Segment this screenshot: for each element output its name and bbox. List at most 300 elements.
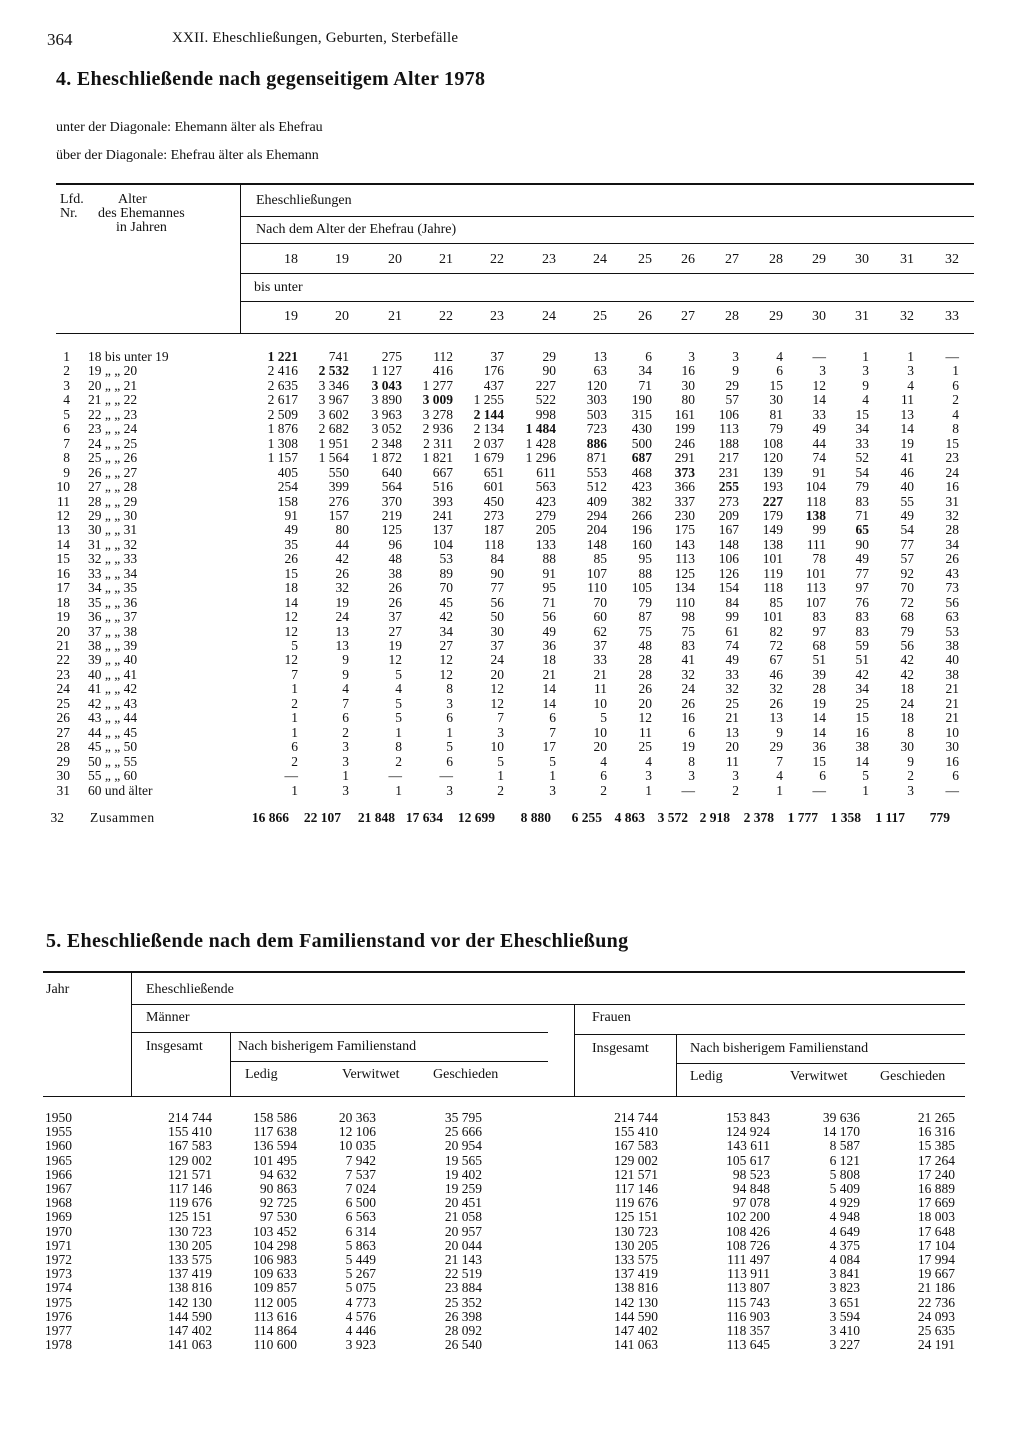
table-cell: 2 144 [473,406,504,422]
table4-note-below: unter der Diagonale: Ehemann älter als Ehefrau [56,120,323,135]
table-cell: 18 [284,580,298,596]
table-cell: 39 [812,666,826,682]
table-cell-men: 129 002 [168,1152,212,1168]
table-cell: 11 [594,681,607,697]
table5-head-men-ledig: Ledig [245,1067,278,1082]
table-cell-women: 15 385 [917,1138,955,1154]
row-age: 31 „ „ 32 [88,536,138,552]
table-cell: 57 [725,392,739,408]
row-age: 20 „ „ 21 [88,377,138,393]
table-row [0,581,1024,596]
table-cell: 90 [542,363,556,379]
table5-head-women: Frauen [592,1010,631,1025]
table-row [0,711,1024,726]
table-cell: 450 [483,493,504,509]
table-cell: 9 [862,377,869,393]
table-cell: 503 [586,406,607,422]
table4-to-age: 25 [593,309,607,324]
table-cell-women: 6 121 [829,1152,860,1168]
table-cell: 4 [395,681,402,697]
table-cell: 27 [439,638,453,653]
table-cell-women: 113 911 [727,1266,770,1282]
table-row [0,1296,1024,1311]
table-cell: 611 [536,464,556,480]
table-cell: 3 [497,724,504,740]
row-age: 28 „ „ 29 [88,493,138,509]
table-row [0,1253,1024,1268]
table-cell: 2 [952,392,959,408]
table-cell: 30 [945,739,959,755]
table4-to-age: 21 [388,309,402,324]
table-cell: 2 134 [473,421,504,437]
table-cell: 143 [674,536,695,552]
table-cell: 1 [952,363,959,379]
table-cell: 6 [446,753,453,769]
table-cell: 37 [490,349,504,364]
table-cell: 21 [725,710,739,726]
table-cell: 99 [812,522,826,538]
table-cell: — [388,768,402,784]
row-year: 1973 [45,1266,72,1282]
table5-head-women-ledig: Ledig [690,1069,723,1084]
table-cell-men: 4 446 [345,1323,376,1338]
table-row [0,668,1024,683]
table-cell: 42 [855,666,869,682]
table-cell: 1 [497,768,504,784]
table-cell: 33 [725,666,739,682]
table-row [0,1239,1024,1254]
table-cell-men: 94 632 [259,1166,297,1182]
table-cell: 190 [631,392,652,408]
table-cell: 1 564 [318,450,349,466]
row-age: 23 „ „ 24 [88,421,138,437]
table-row [0,1196,1024,1211]
table-cell: 71 [542,594,556,610]
table-cell: 31 [945,493,959,509]
table-cell-men: 142 130 [168,1294,212,1310]
table-cell: 25 [638,739,652,755]
row-year: 1967 [45,1181,72,1196]
table-cell: 1 221 [267,349,298,364]
table-cell: 90 [490,565,504,581]
table-cell: 522 [535,392,556,408]
table-cell: 57 [900,551,914,567]
table-cell: 25 [855,695,869,711]
table-cell: 3 963 [371,406,402,422]
table-cell-women: 16 316 [917,1124,955,1140]
table-cell: 26 [681,695,695,711]
row-age: 25 „ „ 26 [88,450,138,466]
table4-from-age: 30 [855,252,869,267]
table-cell: 1 777 [787,810,818,825]
row-age: 39 „ „ 40 [88,652,138,668]
table-cell: 219 [381,507,402,523]
table-cell: 38 [855,739,869,755]
table-row [0,1111,1024,1126]
table-cell-men: 7 537 [345,1166,376,1182]
table-cell-men: 138 816 [168,1280,212,1296]
table-cell: 16 866 [251,810,289,825]
table-cell: 1 [907,349,914,364]
table-cell: 96 [388,536,402,552]
table5-rule-men-2 [230,1061,548,1062]
table-cell: 17 634 [405,810,443,825]
row-number: 32 [50,810,64,825]
table4-top-rule [56,183,974,185]
table-cell: 101 [762,551,783,567]
row-age: 24 „ „ 25 [88,435,138,451]
table-cell-men: 117 638 [253,1124,297,1140]
table-cell: 3 009 [422,392,453,408]
table4-to-age: 29 [769,309,783,324]
table-cell: 38 [388,565,402,581]
table-cell: 42 [335,551,349,567]
row-year: 1950 [45,1110,72,1125]
table-cell: — [945,782,959,798]
table4-header-bottom-rule [56,333,974,334]
table-cell: 138 [762,536,783,552]
table-cell: 5 [291,638,298,653]
table-cell-men: 141 063 [168,1337,212,1353]
table-cell-men: 20 044 [444,1237,482,1253]
row-number: 13 [56,522,70,538]
table-cell: 5 [395,666,402,682]
table-row [0,552,1024,567]
table-cell: 1 277 [422,377,453,393]
table-cell: 49 [725,652,739,668]
table-row [0,567,1024,582]
table-cell: 6 [776,363,783,379]
table5-head-men-prev: Nach bisherigem Familienstand [238,1039,417,1054]
table-cell: 106 [718,551,739,567]
table-cell: 49 [542,623,556,639]
table4-from-age: 31 [900,252,914,267]
table5-head-men: Männer [146,1010,190,1025]
table-cell-men: 21 058 [444,1209,482,1225]
table-cell: 26 [284,551,298,567]
table-cell: 71 [638,377,652,393]
table-cell: 741 [328,349,349,364]
table-cell: 38 [945,638,959,653]
table-cell: 30 [769,392,783,408]
table-cell-men: 101 495 [253,1152,297,1168]
table4-to-age: 31 [855,309,869,324]
table-cell-men: 23 884 [444,1280,482,1296]
table-cell-men: 25 352 [444,1294,482,1310]
table-cell: 70 [439,580,453,596]
table-cell: 14 [542,681,556,697]
table-cell: 1 255 [473,392,504,408]
table-cell: 105 [631,580,652,596]
table4-from-age: 18 [284,252,298,267]
row-number: 22 [56,652,70,668]
table-cell: 30 [681,377,695,393]
table-cell: 72 [900,594,914,610]
table-cell: 6 [819,768,826,784]
table-cell: 6 255 [571,810,602,825]
table-cell-men: 5 075 [345,1280,376,1296]
row-number: 18 [56,594,70,610]
table-cell: 7 [342,695,349,711]
table-cell-women: 17 264 [917,1152,955,1168]
table-row [0,1338,1024,1353]
row-age: 40 „ „ 41 [88,666,138,682]
table-cell-men: 136 594 [253,1138,297,1154]
table-cell: 24 [945,464,959,480]
table-row [0,1281,1024,1296]
table-cell: 101 [805,565,826,581]
table-cell: 6 [342,710,349,726]
table-cell-men: 28 092 [444,1323,482,1338]
table-cell: 13 [335,638,349,653]
table-cell: 4 [645,753,652,769]
table-cell: 3 043 [371,377,402,393]
table-cell: 75 [638,623,652,639]
table-cell: 8 [688,753,695,769]
row-number: 6 [63,421,70,437]
table-cell: 12 [439,652,453,668]
row-age: 37 „ „ 38 [88,623,138,639]
table-cell: 83 [855,609,869,625]
table-cell-women: 105 617 [726,1152,770,1168]
table4-title: 4. Eheschließende nach gegenseitigem Alter 1978 [56,68,486,90]
table-cell: 76 [855,594,869,610]
table-cell: 12 [388,652,402,668]
table-cell: 416 [432,363,453,379]
table-cell: 56 [945,594,959,610]
table-cell: 4 [776,768,783,784]
table5-head-group: Eheschließende [146,982,234,997]
table-cell: 7 [776,753,783,769]
table-cell-men: 6 314 [345,1223,376,1239]
table-cell: 10 [945,724,959,740]
table-cell: 49 [855,551,869,567]
table-cell-men: 26 540 [444,1337,482,1353]
table-row [0,653,1024,668]
table5-vline-men [230,1033,231,1096]
table-cell: 157 [328,507,349,523]
table-cell: 5 [549,753,556,769]
row-number: 7 [63,435,70,451]
table-cell: 46 [900,464,914,480]
table-cell: 37 [490,638,504,653]
table5-vline-women [676,1035,677,1096]
table4-to-age: 33 [945,309,959,324]
table-cell-women: 39 636 [822,1110,860,1125]
table-cell-women: 153 843 [726,1110,770,1125]
table-cell: 78 [812,551,826,567]
table-row [0,682,1024,697]
table-cell: 1 484 [525,421,556,437]
table-cell: 405 [277,464,298,480]
row-age: 27 „ „ 28 [88,479,138,495]
table5-head-men-total: Insgesamt [146,1039,203,1054]
row-age: 22 „ „ 23 [88,406,138,422]
table-row [0,422,1024,437]
table-row [0,1267,1024,1282]
table-cell: 24 [900,695,914,711]
table-cell-men: 114 864 [253,1323,297,1338]
table4-from-age: 32 [945,252,959,267]
table-cell: 51 [812,652,826,668]
table5-head-women-prev: Nach bisherigem Familienstand [690,1041,869,1056]
table-cell: 8 [446,681,453,697]
table4-head-lfd: Lfd. [60,192,84,207]
table-cell-women: 155 410 [614,1124,658,1140]
row-number: 8 [63,450,70,466]
row-number: 3 [63,377,70,393]
table-cell: 108 [762,435,783,451]
table-cell: 61 [725,623,739,639]
table-cell: 5 [446,739,453,755]
table-cell: 48 [388,551,402,567]
table-row [0,1125,1024,1140]
table-row [0,364,1024,379]
table-cell: 7 [291,666,298,682]
table-cell-men: 3 923 [345,1337,376,1353]
table-cell-women: 21 265 [917,1110,955,1125]
page-number: 364 [47,30,73,49]
table-cell: 199 [674,421,695,437]
table-cell-men: 20 363 [338,1110,376,1125]
table-cell: 3 [342,753,349,769]
table-cell-men: 119 676 [168,1195,212,1211]
table-cell: 1 [446,724,453,740]
table-cell: 255 [718,479,739,495]
table-cell: 34 [439,623,453,639]
table-cell-men: 19 565 [444,1152,482,1168]
table-cell: 113 [675,551,695,567]
table-cell: 14 [900,421,914,437]
table-cell: 37 [388,609,402,625]
table-cell: 14 [812,710,826,726]
table4-to-age: 23 [490,309,504,324]
table-cell: 18 [900,681,914,697]
table-cell-women: 121 571 [614,1166,658,1182]
table-cell-men: 20 451 [444,1195,482,1211]
table-cell: 13 [769,710,783,726]
table4-rule-4 [240,301,974,302]
table-cell-women: 17 240 [917,1166,955,1182]
table-cell: 8 [907,724,914,740]
table-row [0,393,1024,408]
table-cell: 26 [945,551,959,567]
table5-head-women-verw: Verwitwet [790,1069,848,1084]
table5-top-rule [43,971,965,973]
table-cell-women: 94 848 [732,1181,770,1196]
table-cell: 500 [631,435,652,451]
table-cell: 25 [725,695,739,711]
table-cell: 382 [631,493,652,509]
row-number: 14 [56,536,70,552]
row-number: 10 [56,479,70,495]
table4-to-age: 19 [284,309,298,324]
table-row [0,451,1024,466]
row-number: 2 [63,363,70,379]
table-cell: 33 [593,652,607,668]
table-cell-men: 6 500 [345,1195,376,1211]
row-year: 1977 [45,1323,72,1338]
table-cell: 53 [439,551,453,567]
table-cell-women: 4 649 [829,1223,860,1239]
table-cell: — [439,768,453,784]
table-cell: 56 [490,594,504,610]
table-cell-men: 92 725 [259,1195,297,1211]
table-cell: 120 [762,450,783,466]
table-cell: 1 117 [875,810,905,825]
table-cell-women: 116 903 [726,1308,770,1324]
table-cell: 75 [681,623,695,639]
table-cell-women: 3 227 [829,1337,860,1353]
row-year: 1970 [45,1223,72,1239]
table-cell: 19 [335,594,349,610]
table-cell: 2 378 [743,810,774,825]
table-row [0,1154,1024,1169]
table-cell: 41 [900,450,914,466]
table-cell-women: 214 744 [614,1110,658,1125]
table-cell-men: 104 298 [253,1237,297,1253]
table-cell: 118 [763,580,783,596]
table-row [0,538,1024,553]
table-cell: 107 [805,594,826,610]
table-cell-men: 158 586 [253,1110,297,1125]
table-cell: 51 [855,652,869,668]
table-cell: 49 [812,421,826,437]
table-cell-men: 7 024 [345,1181,376,1196]
row-year: 1955 [45,1124,72,1140]
table-cell-men: 130 723 [168,1223,212,1239]
table-cell: 88 [638,565,652,581]
table-cell: 563 [535,479,556,495]
table-row [0,1310,1024,1325]
row-number: 15 [56,551,70,567]
table-cell: 370 [381,493,402,509]
table-cell: 6 [446,710,453,726]
table-cell-men: 35 795 [444,1110,482,1125]
table-cell: 98 [681,609,695,625]
table-row [0,495,1024,510]
table-cell-women: 19 667 [917,1266,955,1282]
row-age: 29 „ „ 30 [88,507,138,523]
table-cell: 16 [681,710,695,726]
table-cell: 3 [688,768,695,784]
table-cell: 42 [900,666,914,682]
table-cell: 886 [586,435,607,451]
table-cell: 118 [484,536,504,552]
table-cell: 3 [645,768,652,784]
table-cell: 2 532 [318,363,349,379]
row-number: 12 [56,507,70,523]
table-cell-men: 5 449 [345,1252,376,1267]
table-cell: 14 [812,392,826,408]
table-cell: 12 [638,710,652,726]
table-cell: 3 052 [371,421,402,437]
row-label: Zusammen [90,810,155,825]
table-cell: 1 428 [525,435,556,451]
table-cell: — [812,349,826,364]
row-year: 1976 [45,1308,72,1324]
table-cell: 63 [945,609,959,625]
table-cell: 1 296 [525,450,556,466]
table-cell: 550 [328,464,349,480]
table-cell: 154 [718,580,739,596]
table-cell: 3 [342,782,349,798]
table-cell: 204 [586,522,607,538]
table-cell: 6 [688,724,695,740]
table-cell: 601 [483,479,504,495]
table-cell: 32 [335,580,349,596]
table-cell: 139 [762,464,783,480]
